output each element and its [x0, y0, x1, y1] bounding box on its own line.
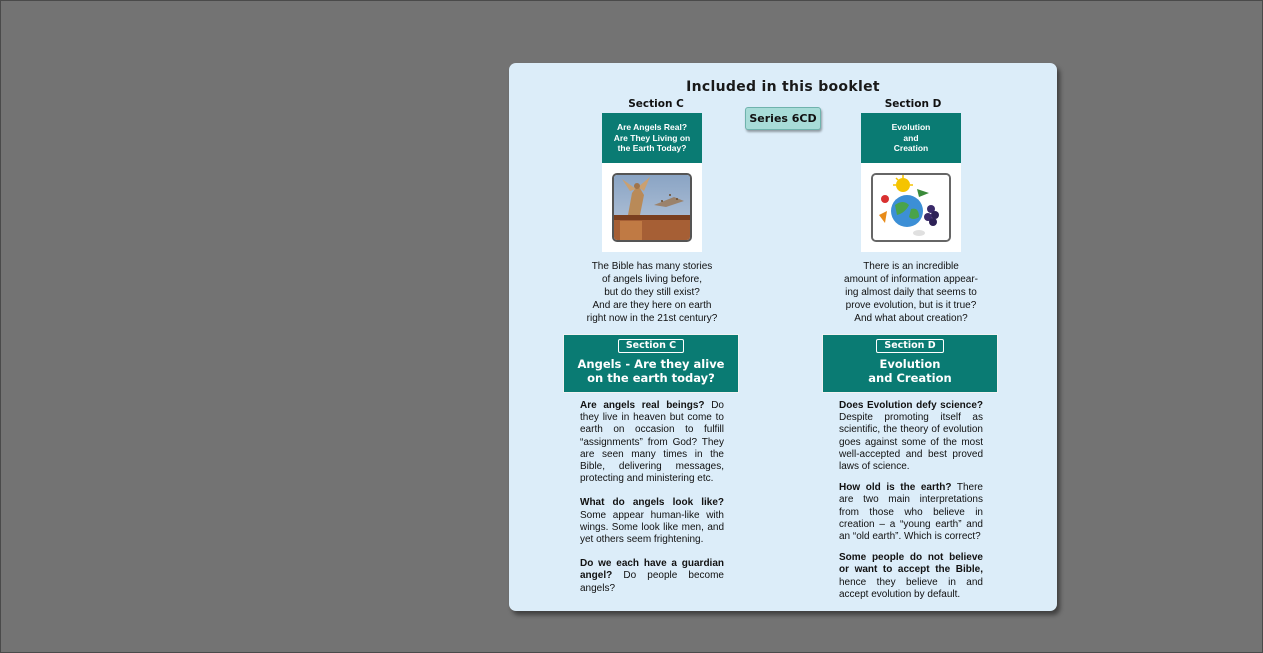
- section-d-heading: Section D: [884, 98, 942, 110]
- box-title-line: and Creation: [868, 371, 952, 385]
- section-d-box: [822, 334, 998, 393]
- blurb-line: prove evolution, but is it true?: [845, 300, 977, 311]
- blurb-line: The Bible has many stories: [591, 261, 713, 272]
- section-c-cover: [602, 113, 702, 252]
- qa-paragraph: [580, 558, 724, 595]
- qa-question: How old is the earth?: [839, 482, 952, 494]
- section-c-qa: [580, 400, 724, 607]
- cover-title-line: Are They Living on: [613, 132, 691, 143]
- box-title-line: Evolution: [879, 357, 941, 371]
- section-d-box-label: Section D: [876, 339, 943, 353]
- qa-question: Does Evolution defy science?: [839, 400, 983, 411]
- section-d-cover-title: [861, 113, 961, 163]
- cover-title-line: and: [903, 132, 919, 143]
- qa-paragraph: [839, 400, 983, 473]
- section-c-blurb: [557, 260, 747, 325]
- blurb-line: of angels living before,: [601, 274, 703, 285]
- blurb-line: but do they still exist?: [604, 287, 700, 298]
- qa-answer: Some appear human-like with wings. Some look like men, and yet others seem frightening.: [580, 509, 724, 546]
- qa-question: What do angels look like?: [580, 497, 724, 509]
- cover-title-line: the Earth Today?: [617, 143, 687, 154]
- page-title: Included in this booklet: [686, 79, 880, 95]
- qa-answer: There are two main interpretations from those who believe in creation – a “young earth” and an “old earth”. Which is correct?: [839, 482, 983, 543]
- section-c-cover-title: [602, 113, 702, 163]
- angel-statue-image: [612, 173, 692, 242]
- box-title-line: Angels - Are they alive: [577, 357, 725, 371]
- blurb-line: And are they here on earth: [592, 300, 712, 311]
- section-d-box-title: [823, 357, 997, 385]
- qa-question: Some people do not believe or want to accept the Bible,: [839, 552, 983, 576]
- qa-question: Do we each have a guardian angel?: [580, 558, 724, 582]
- qa-answer: Do they live in heaven but come to earth on occasion to fulfill “assignments” from God? They are seen many times in the Bible, delivering messages, protecting and ministering etc.: [580, 400, 724, 485]
- qa-answer: Do people become angels?: [580, 570, 724, 594]
- booklet-page: [509, 63, 1057, 611]
- cover-title-line: Creation: [893, 143, 929, 154]
- cover-title-line: Are Angels Real?: [616, 122, 688, 133]
- qa-paragraph: [580, 497, 724, 546]
- qa-question: Are angels real beings?: [580, 400, 705, 411]
- blurb-line: There is an incredible: [863, 261, 959, 272]
- qa-answer: Despite promoting itself as scientific, the theory of evolution goes against some of the most well-accepted and best proved laws of science.: [839, 412, 983, 473]
- blurb-line: right now in the 21st century?: [586, 313, 718, 324]
- qa-paragraph: [580, 400, 724, 485]
- earth-creation-image: [871, 173, 951, 242]
- section-d-qa: [839, 400, 983, 613]
- section-c-box: [563, 334, 739, 393]
- section-c-box-title: [564, 357, 738, 385]
- series-badge: Series 6CD: [745, 107, 821, 130]
- section-d-cover: [861, 113, 961, 252]
- section-d-blurb: [816, 260, 1006, 325]
- qa-paragraph: [839, 552, 983, 601]
- qa-answer: hence they believe in and accept evolution by default.: [839, 576, 983, 600]
- section-c-box-label: Section C: [618, 339, 684, 353]
- blurb-line: amount of information appear-: [844, 274, 978, 285]
- blurb-line: And what about creation?: [854, 313, 968, 324]
- blurb-line: ing almost daily that seems to: [845, 287, 977, 298]
- cover-title-line: Evolution: [891, 122, 931, 133]
- section-c-heading: Section C: [628, 98, 684, 110]
- qa-paragraph: [839, 482, 983, 543]
- box-title-line: on the earth today?: [587, 371, 715, 385]
